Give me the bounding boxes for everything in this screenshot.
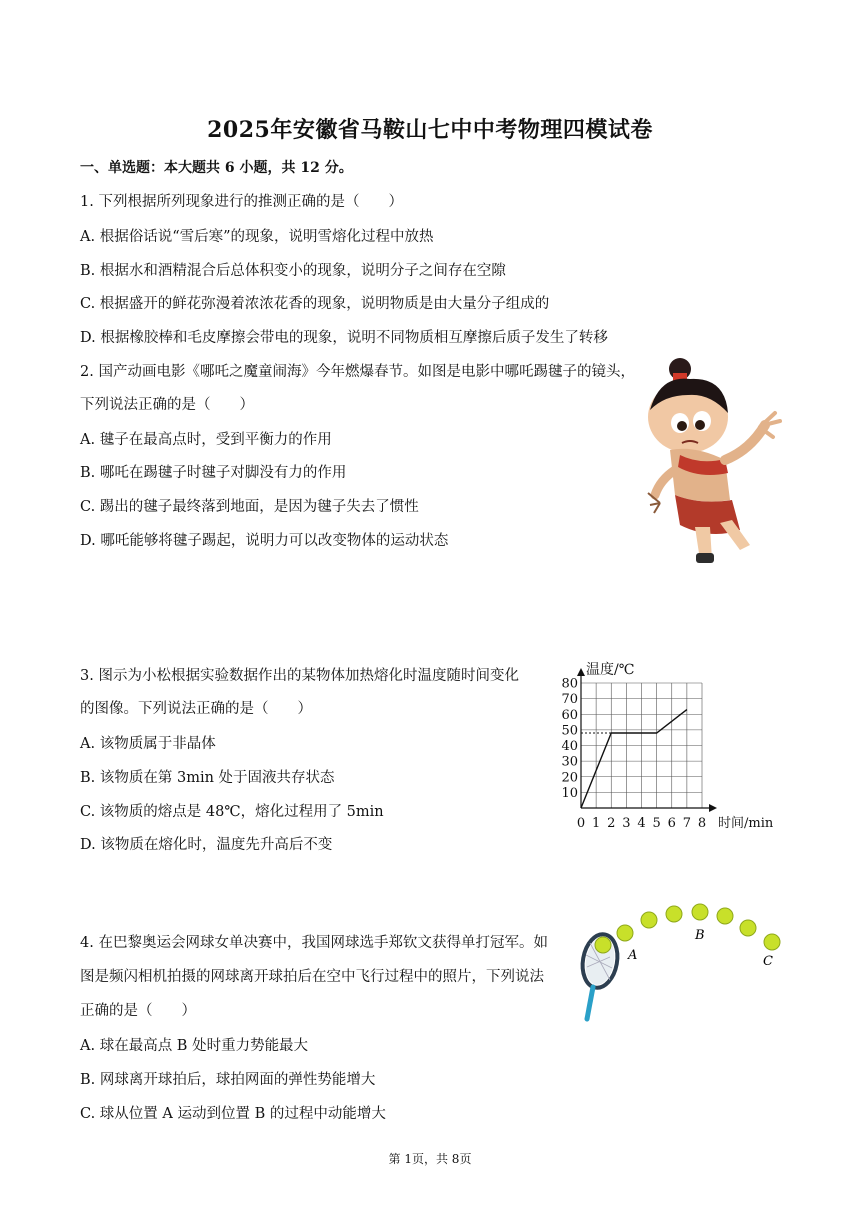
q2-option-a: A. 毽子在最高点时，受到平衡力的作用 xyxy=(80,432,332,448)
x-tick-label: 3 xyxy=(622,816,631,831)
q3-option-a: A. 该物质属于非晶体 xyxy=(80,736,216,752)
q2-option-c: C. 踢出的毽子最终落到地面，是因为毽子失去了惯性 xyxy=(80,499,419,515)
section-heading: 一、单选题：本大题共 6 小题，共 12 分。 xyxy=(80,160,353,176)
tennis-ball xyxy=(595,937,611,953)
q1-option-b: B. 根据水和酒精混合后总体积变小的现象，说明分子之间存在空隙 xyxy=(80,263,506,279)
x-tick-label: 5 xyxy=(652,816,661,831)
q3-option-b: B. 该物质在第 3min 处于固液共存状态 xyxy=(80,770,335,786)
x-tick-label: 0 xyxy=(576,816,586,831)
q1-option-c: C. 根据盛开的鲜花弥漫着浓浓花香的现象，说明物质是由大量分子组成的 xyxy=(80,296,550,312)
q4-stem-line3: 正确的是（ ） xyxy=(80,1003,196,1019)
q3-option-d: D. 该物质在熔化时，温度先升高后不变 xyxy=(80,837,333,853)
nezha-illustration xyxy=(640,355,790,570)
q1-option-a: A. 根据俗话说“雪后寒”的现象，说明雪熔化过程中放热 xyxy=(80,229,434,245)
q4-stem-line1: 4. 在巴黎奥运会网球女单决赛中，我国网球选手郑钦文获得单打冠军。如 xyxy=(80,935,548,951)
y-tick-label: 60 xyxy=(561,707,578,723)
temperature-time-chart xyxy=(550,660,790,840)
label-a: A xyxy=(628,948,638,963)
y-tick-label: 40 xyxy=(561,739,578,754)
temperature-line xyxy=(581,710,687,808)
q2-option-d: D. 哪吒能够将毽子踢起，说明力可以改变物体的运动状态 xyxy=(80,533,449,549)
y-tick-label: 80 xyxy=(561,676,578,692)
y-axis-label: 温度/℃ xyxy=(586,662,635,678)
q4-stem-line2: 图是频闪相机拍摄的网球离开球拍后在空中飞行过程中的照片，下列说法 xyxy=(80,969,544,985)
q3-stem-line1: 3. 图示为小松根据实验数据作出的某物体加热熔化时温度随时间变化 xyxy=(80,668,519,684)
x-axis-arrow xyxy=(709,804,717,812)
y-tick-label: 10 xyxy=(561,785,578,801)
x-axis-label: 时间/min xyxy=(718,816,774,831)
chart-grid xyxy=(581,683,702,808)
y-tick-label: 70 xyxy=(561,692,578,708)
y-axis-arrow xyxy=(577,668,585,676)
page-title: 2025年安徽省马鞍山七中中考物理四模试卷 xyxy=(207,117,653,143)
x-tick-label: 4 xyxy=(637,816,646,831)
tennis-ball xyxy=(717,908,733,924)
q3-stem-line2: 的图像。下列说法正确的是（ ） xyxy=(80,701,312,717)
tennis-balls xyxy=(595,904,780,953)
chart-axes xyxy=(577,668,717,812)
q2-stem-line1: 2. 国产动画电影《哪吒之魔童闹海》今年燃爆春节。如图是电影中哪吒踢毽子的镜头， xyxy=(80,364,635,380)
tennis-ball xyxy=(666,906,682,922)
q3-option-c: C. 该物质的熔点是 48℃，熔化过程用了 5min xyxy=(80,804,384,820)
q2-stem-line2: 下列说法正确的是（ ） xyxy=(80,397,254,413)
q4-option-b: B. 网球离开球拍后，球拍网面的弹性势能增大 xyxy=(80,1072,376,1088)
tennis-ball xyxy=(641,912,657,928)
tennis-ball-figure xyxy=(565,895,790,1025)
y-tick-label: 30 xyxy=(561,754,578,770)
q4-option-a: A. 球在最高点 B 处时重力势能最大 xyxy=(80,1038,309,1054)
chart-series xyxy=(581,710,687,808)
x-tick-label: 7 xyxy=(682,816,692,831)
q4-option-c: C. 球从位置 A 运动到位置 B 的过程中动能增大 xyxy=(80,1106,386,1122)
label-c: C xyxy=(763,954,773,969)
x-tick-label: 8 xyxy=(697,816,707,831)
q1-option-d: D. 根据橡胶棒和毛皮摩擦会带电的现象，说明不同物质相互摩擦后质子发生了转移 xyxy=(80,330,608,346)
x-tick-label: 6 xyxy=(667,816,676,831)
label-b: B xyxy=(695,928,705,943)
q1-stem: 1. 下列根据所列现象进行的推测正确的是（ ） xyxy=(80,194,403,210)
q2-option-b: B. 哪吒在踢毽子时毽子对脚没有力的作用 xyxy=(80,465,347,481)
tennis-ball xyxy=(617,925,633,941)
tennis-ball xyxy=(692,904,708,920)
y-tick-label: 20 xyxy=(561,770,578,786)
x-tick-label: 1 xyxy=(591,816,601,831)
tennis-ball xyxy=(740,920,756,936)
y-tick-label: 50 xyxy=(561,723,578,739)
x-tick-label: 2 xyxy=(607,816,616,831)
tennis-ball xyxy=(764,934,780,950)
page-footer: 第 1页，共 8页 xyxy=(388,1152,472,1166)
